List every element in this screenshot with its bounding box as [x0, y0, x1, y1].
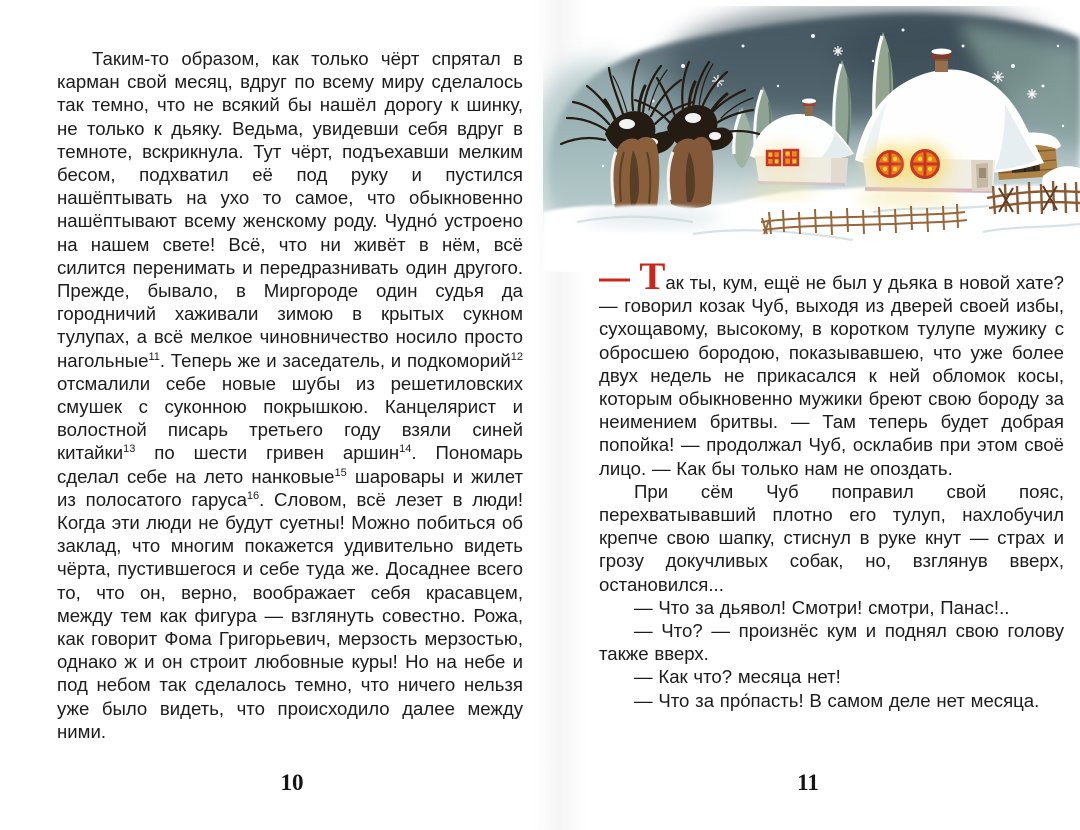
- dialogue-dash: —: [599, 260, 640, 295]
- left-page-text: [57, 47, 523, 743]
- text-run: . Пономарь сделал себе на лето нанковые: [57, 442, 523, 487]
- hut-window: [871, 145, 909, 183]
- text-run: . Теперь же и заседатель, и подкоморий: [159, 349, 511, 371]
- paragraph: [599, 619, 1064, 665]
- paragraph: [599, 689, 1064, 712]
- footnote-ref: 13: [123, 443, 136, 456]
- footnote-ref: 15: [334, 466, 347, 479]
- text-run: отсмалили себе новые шубы из решетиловских смушек с суконною покрышкою. Канцелярист и волостной писарь третьего году взяли синей китайки: [57, 372, 523, 464]
- hut-window: [784, 150, 798, 165]
- paragraph: [599, 596, 1064, 619]
- text-run: — Как что? месяца нет!: [634, 666, 841, 688]
- footnote-ref: 16: [246, 489, 260, 502]
- hut-window: [905, 144, 945, 184]
- right-page-text: [599, 255, 1064, 712]
- hut-window: [767, 151, 780, 165]
- left-page-number: 10: [280, 770, 304, 795]
- right-page-number: 11: [797, 770, 819, 795]
- paragraph: [57, 47, 523, 743]
- text-run: по шести гривен аршин: [135, 442, 400, 464]
- text-run: Таким-то образом, как только чёрт спрятал в карман свой месяц, вдруг по всему миру сделалось так темно, что не всякий бы нашёл дорогу к шинку, не только к дьяку. Ведьма, увидевши себя вдруг в темноте, вскрикнула. Тут чёрт, подъехавши мелким бесом, подхватил её под руку и пустился нашёптывать на ухо то самое, что обыкновенно нашёптывают всему женскому роду. Чудно́ устроено на нашем свете! Всё, что ни живёт в нём, всё силится перенимать и передразнивать один другого. Прежде, бывало, в Миргороде один судья да городничий хаживали зимою в крытых сукном тулупах, а всё мелкое чиновничество носило просто нагольные: [57, 48, 523, 371]
- text-run: — Что? — произнёс кум и поднял свою голову также вверх.: [599, 620, 1064, 665]
- paragraph: [599, 665, 1064, 688]
- text-run: — Что за про́пасть! В самом деле нет месяца.: [634, 689, 1040, 711]
- footnote-ref: 12: [510, 350, 523, 363]
- footnote-ref: 14: [399, 443, 412, 456]
- text-run: — Что за дьявол! Смотри! смотри, Панас!..: [634, 596, 1010, 618]
- footnote-ref: 11: [148, 350, 160, 363]
- text-run: шаровары и жилет из полосатого гаруса: [57, 465, 523, 510]
- text-run: . Словом, всё лезет в люди! Когда эти люди не будут суетны! Можно побиться об заклад, что многим покажется удивительно видеть чёрта, пустившегося и себе туда же. Досаднее всего то, что он, верно, воображает себя красавцем, между тем как фигура — взглянуть совестно. Рожа, как говорит Фома Григорьевич, мерзость мерзостью, однако ж и он строит любовные куры! Но на небе и под небом так сделалось темно, что ничего нельзя уже было видеть, что происходило далее между ними.: [57, 488, 523, 742]
- paragraph: [599, 480, 1064, 596]
- red-initial-letter: Т: [639, 255, 666, 298]
- text-run: При сём Чуб поправил свой пояс, перехватывавший плотно его тулуп, нахлобучил крепче свою шапку, стиснул в руке кнут — страх и грозу докучливых собак, но, взглянув вверх, остановился...: [599, 480, 1064, 595]
- paragraph: [599, 255, 1064, 480]
- text-run: ак ты, кум, ещё не был у дьяка в новой хате? — говорил козак Чуб, выходя из дверей своей избы, сухощавому, высокому, в коротком тулупе мужику с обросшею бородою, показывавшею, что уже более двух недель не прикасался к ней обломок косы, которым обыкновенно мужики бреют свою бороду за неимением бритвы. — Там теперь будет добрая попойка! — продолжал Чуб, осклабив при этом своё лицо. — Как бы только нам не опоздать.: [599, 272, 1064, 479]
- winter-village-illustration: [543, 6, 1080, 272]
